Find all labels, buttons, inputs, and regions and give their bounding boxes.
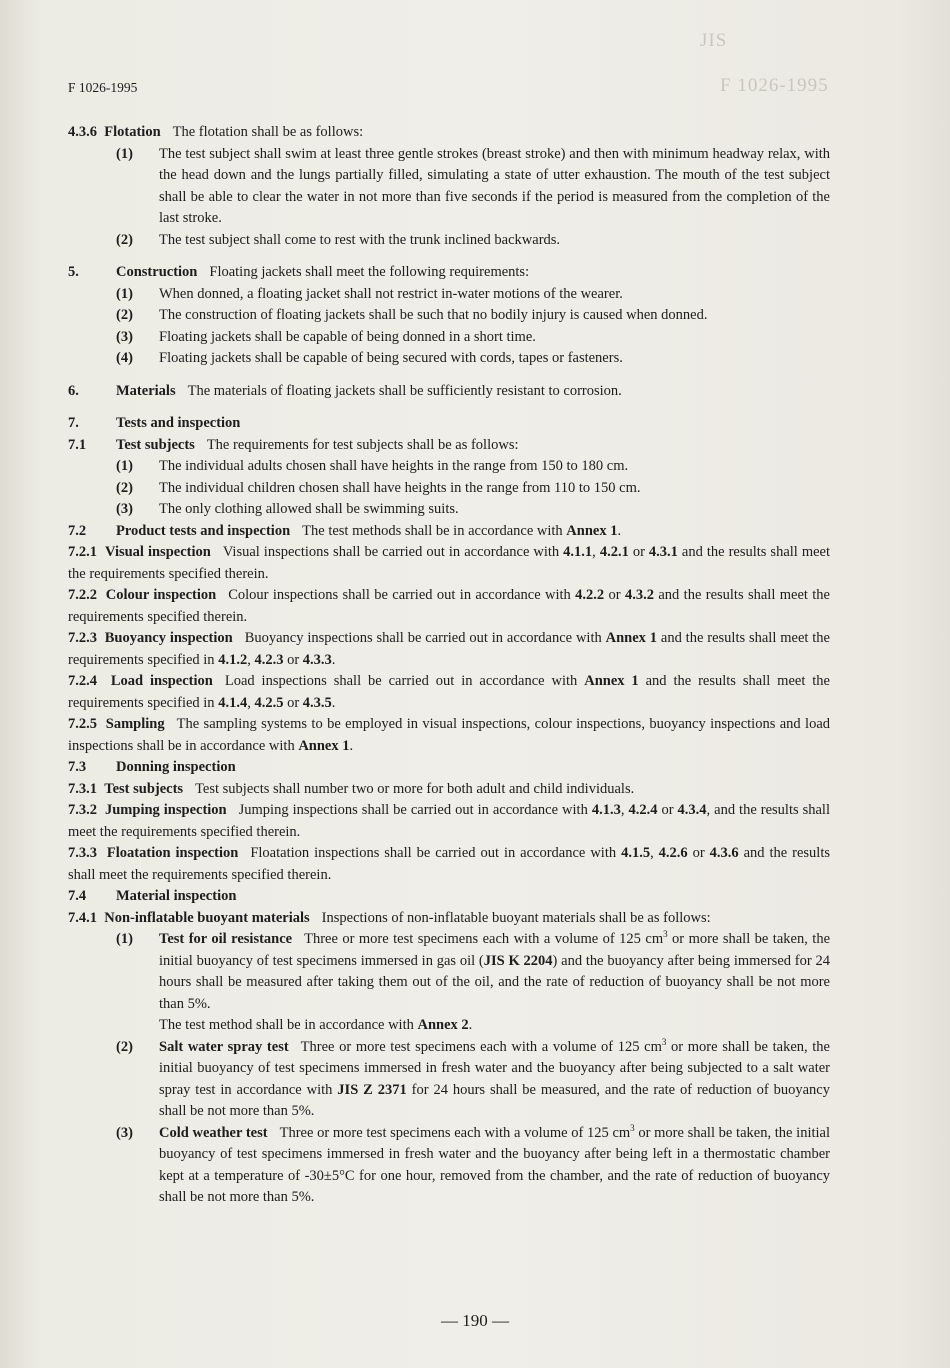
clause-7-2-2: 7.2.2 Colour inspection Colour inspections shall be carried out in accordance with 4.2.2 or 4.3.2 and the results shall meet the requirements specified therein. [68,587,830,625]
clause-4-3-6-1: (1) The test subject shall swim at least three gentle strokes (breast stroke) and then with minimum headway relax, with the head down and the lungs partially filled, simulating a state of utter exhaustion. The mouth of the test subject shall be able to clear the water in not more than five seconds if the period is measured from the completion of the last stroke. [116,145,830,226]
bleed-through-code: F 1026-1995 [720,75,829,96]
clause-7-2-4: 7.2.4 Load inspection Load inspections shall be carried out in accordance with Annex 1 and the results shall meet the requirements specified in 4.1.4, 4.2.5 or 4.3.5. [68,673,830,711]
clause-7-4-1-2: (2) Salt water spray test Three or more test specimens each with a volume of 125 $cm^3$ or more shall be taken, the initial buoyancy of test specimens immersed in fresh water and the buoyancy after being subjected to a salt water spray test in accordance with JIS Z 2371 for 24 hours shall be measured, and the rate of reduction of buoyancy shall be not more than 5%. [116,1036,830,1119]
clause-4-3-6-2: (2) The test subject shall come to rest with the trunk inclined backwards. [116,231,561,248]
clause-7-1-2: (2) The individual children chosen shall have heights in the range from 110 to 150 cm. [116,479,641,496]
clause-5-2: (2) The construction of floating jackets shall be such that no bodily injury is caused when donned. [116,307,708,323]
page-number: — 190 — [441,1311,509,1330]
clause-4-3-6: 4.3.6 Flotation The flotation shall be as follows: [68,124,364,140]
clause-7-2-5: 7.2.5 Sampling The sampling systems to be employed in visual inspections, colour inspections, buoyancy inspections and load inspections shall be in accordance with Annex 1. [68,716,831,754]
clause-7-4-1: 7.4.1 Non-inflatable buoyant materials Inspections of non-inflatable buoyant materials shall be as follows: [68,909,711,926]
clause-7-2-3: 7.2.3 Buoyancy inspection Buoyancy inspections shall be carried out in accordance with Annex 1 and the results shall meet the requirements specified in 4.1.2, 4.2.3 or 4.3.3. [68,630,830,668]
clause-7-2: 7.2 Product tests and inspection The test methods shall be in accordance with Annex 1. [68,522,622,539]
clause-7-3: 7.3 Donning inspection [68,759,236,775]
body-text [68,122,830,1209]
bleed-through-jis: JIS [700,30,728,51]
clause-7-4-1-1-note: The test method shall be in accordance with Annex 2. [159,1017,473,1033]
clause-6: 6. Materials The materials of floating jackets shall be sufficiently resistant to corrosion. [68,382,622,399]
page-header-code: F 1026-1995 [68,80,138,95]
clause-7-1-1: (1) The individual adults chosen shall have heights in the range from 150 to 180 cm. [116,458,629,474]
clause-5-3: (3) Floating jackets shall be capable of being donned in a short time. [116,328,536,345]
clause-7-3-2: 7.3.2 Jumping inspection Jumping inspections shall be carried out in accordance with 4.1.3, 4.2.4 or 4.3.4, and the results shall meet the requirements specified therein. [68,802,830,840]
clause-7-4-1-3: (3) Cold weather test Three or more test specimens each with a volume of 125 $cm^3$ or more shall be taken, the initial buoyancy of test specimens immersed in fresh water and the buoyancy after being left in a thermostatic chamber kept at a temperature of -30±5°C for one hour, removed from the chamber, and the rate of reduction of buoyancy shall be not more than 5%. [116,1122,830,1205]
clause-7-3-3: 7.3.3 Floatation inspection Floatation inspections shall be carried out in accordance with 4.1.5, 4.2.6 or 4.3.6 and the results shall meet the requirements specified therein. [68,845,830,883]
clause-5: 5. Construction Floating jackets shall meet the following requirements: [68,264,530,280]
clause-5-1: (1) When donned, a floating jacket shall not restrict in-water motions of the wearer. [116,285,623,302]
clause-7-2-1: 7.2.1 Visual inspection Visual inspections shall be carried out in accordance with 4.1.1, 4.2.1 or 4.3.1 and the results shall meet the requirements specified therein. [68,544,830,582]
clause-7-3-1: 7.3.1 Test subjects Test subjects shall number two or more for both adult and child individuals. [68,780,635,797]
clause-7-4-1-1: (1) Test for oil resistance Three or more test specimens each with a volume of 125 $cm^3$ or more shall be taken, the initial buoyancy of test specimens immersed in gas oil (JIS K 2204) and the buoyancy after being immersed for 24 hours shall be measured after taking them out of the oil, and the rate of reduction of buoyancy shall be not more than 5%. [116,929,831,1012]
clause-5-4: (4) Floating jackets shall be capable of being secured with cords, tapes or fasteners. [116,350,623,366]
clause-7-1: 7.1 Test subjects The requirements for test subjects shall be as follows: [68,436,519,453]
clause-7: 7. Tests and inspection [68,415,241,431]
clause-7-4: 7.4 Material inspection [68,888,237,904]
clause-7-1-3: (3) The only clothing allowed shall be swimming suits. [116,501,459,517]
